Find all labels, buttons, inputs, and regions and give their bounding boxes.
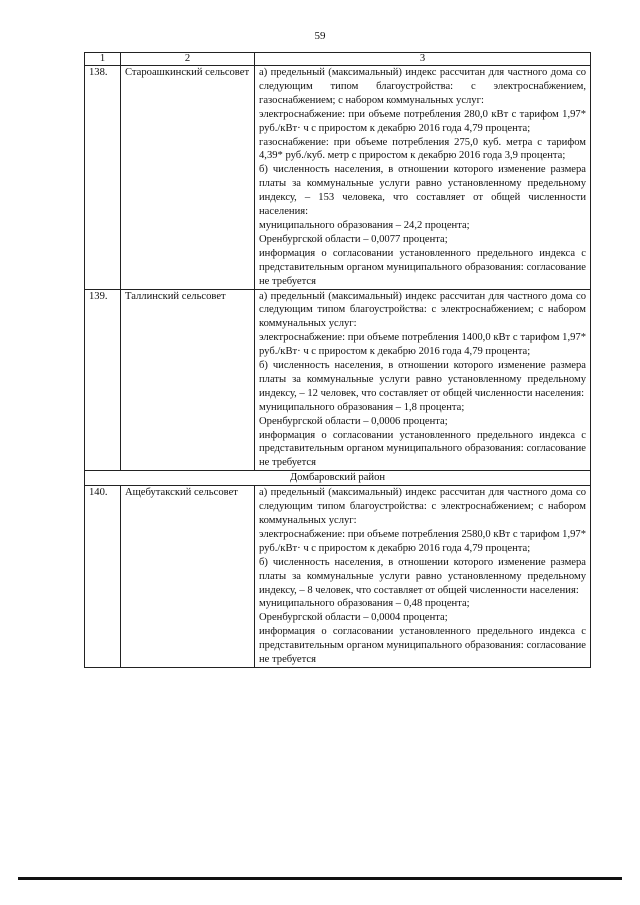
description-line: а) предельный (максимальный) индекс рассчитан для частного дома со следующим типом благоустройства: с электроснабжением, газоснабжением; с набором коммунальных услуг: [259,67,586,106]
district-name: Домбаровский район [85,471,591,486]
description-line: муниципального образования – 24,2 процента; [259,219,470,231]
column-header-number: 1 [85,53,121,66]
tariff-index-table [84,52,591,668]
description-line: электроснабжение: при объеме потребления 280,0 кВт с тарифом 1,97* руб./кВт· ч с приростом к декабрю 2016 года 4,79 процента; [259,108,586,134]
description-line: муниципального образования – 0,48 процента; [259,598,470,610]
district-header-row [85,471,591,486]
table-header-row [85,53,591,66]
description-line: а) предельный (максимальный) индекс рассчитан для частного дома со следующим типом благоустройства: с электроснабжением; с набором коммунальных услуг: [259,487,586,526]
settlement-name: Староашкинский сельсовет [121,66,255,290]
description-line: муниципального образования – 1,8 процента; [259,401,465,413]
description-line: Оренбургской области – 0,0077 процента; [259,233,448,245]
settlement-name: Ащебутакский сельсовет [121,486,255,668]
description-line: электроснабжение: при объеме потребления 2580,0 кВт с тарифом 1,97* руб./кВт· ч с приростом к декабрю 2016 года 4,79 процента; [259,528,586,554]
row-number: 139. [85,289,121,471]
description-line: б) численность населения, в отношении которого изменение размера платы за коммунальные услуги равно установленному предельному индексу, – 8 человек, что составляет от общей численности населения: [259,556,586,596]
description-line: Оренбургской области – 0,0006 процента; [259,415,448,427]
settlement-name: Таллинский сельсовет [121,289,255,471]
description-line: электроснабжение: при объеме потребления 1400,0 кВт с тарифом 1,97* руб./кВт· ч с приростом к декабрю 2016 года 4,79 процента; [259,332,586,358]
page-number: 59 [314,30,326,42]
description-line: б) численность населения, в отношении которого изменение размера платы за коммунальные услуги равно установленному предельному индексу, – 153 человека, что составляет от общей численности населения: [259,164,586,218]
table-row [85,486,591,668]
description-line: информация о согласовании установленного предельного индекса с представительным органом муниципального образования: согласование не требуется [259,247,586,287]
row-number: 140. [85,486,121,668]
description-line: информация о согласовании установленного предельного индекса с представительным органом муниципального образования: согласование не требуется [259,429,586,469]
column-header-name: 2 [121,53,255,66]
table-body [85,66,591,668]
page-bottom-rule [18,877,622,880]
index-description [255,66,591,290]
column-header-description: 3 [255,53,591,66]
description-line: информация о согласовании установленного предельного индекса с представительным органом муниципального образования: согласование не требуется [259,626,586,666]
description-line: а) предельный (максимальный) индекс рассчитан для частного дома со следующим типом благоустройства: с электроснабжением; с набором коммунальных услуг: [259,290,586,330]
description-line: б) численность населения, в отношении которого изменение размера платы за коммунальные услуги равно установленному предельному индексу, – 12 человек, что составляет от общей численности населения: [259,360,586,399]
row-number: 138. [85,66,121,290]
table-row [85,289,591,471]
index-description [255,486,591,668]
description-line: газоснабжение: при объеме потребления 275,0 куб. метра с тарифом 4,39* руб./куб. метр с приростом к декабрю 2016 года 3,9 процента; [259,136,586,162]
index-description [255,289,591,471]
table-row [85,66,591,290]
description-line: Оренбургской области – 0,0004 процента; [259,612,448,624]
